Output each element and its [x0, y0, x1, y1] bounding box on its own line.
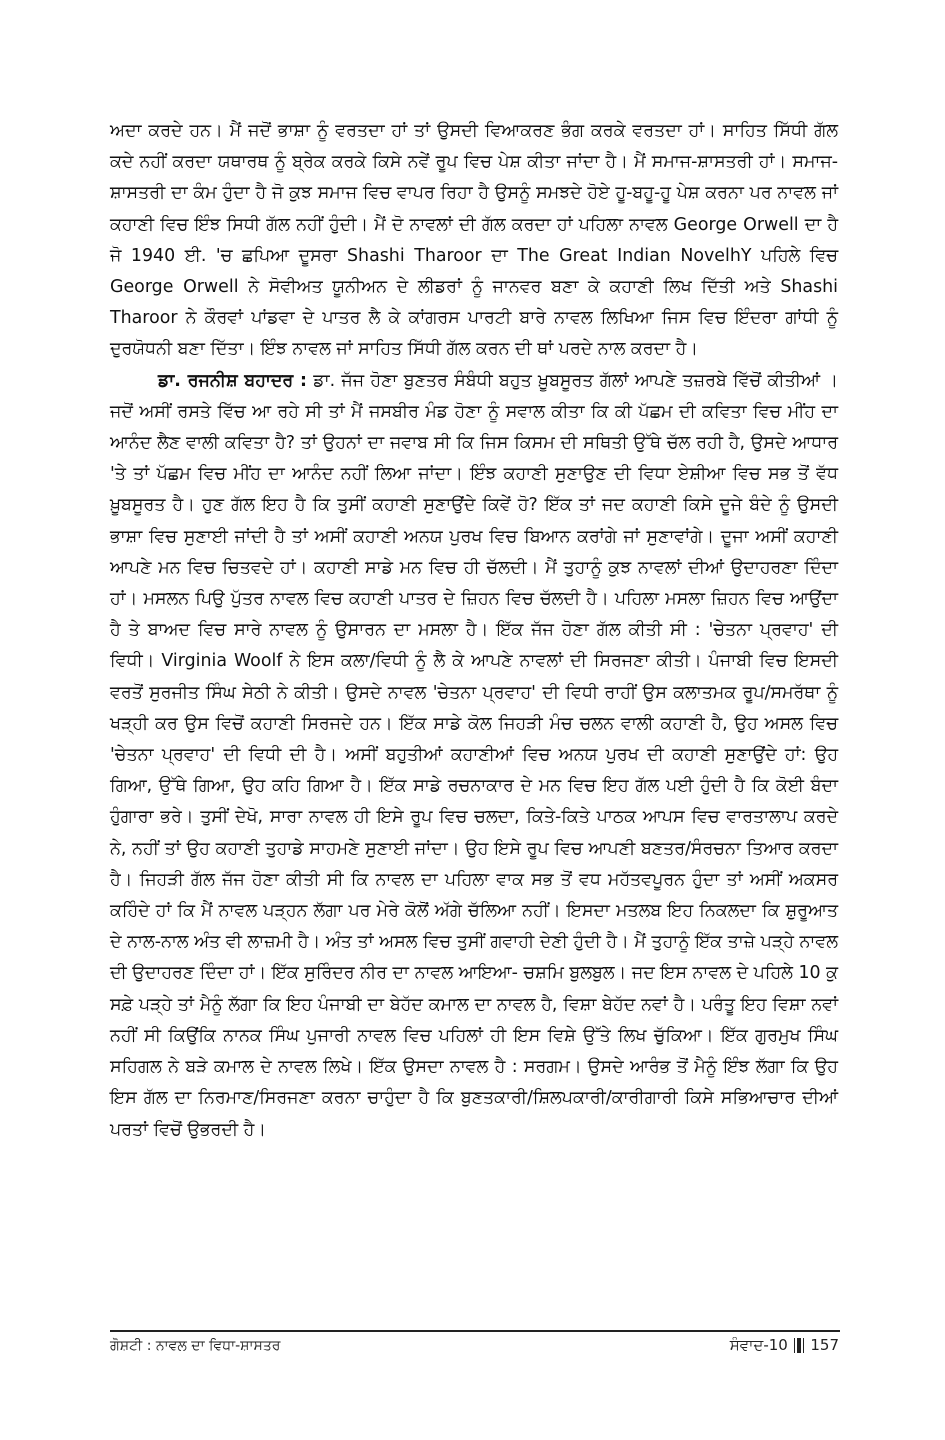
running-footer-title: ਗੋਸ਼ਟੀ : ਨਾਵਲ ਦਾ ਵਿਧਾ-ਸ਼ਾਸਤਰ — [110, 1338, 281, 1354]
body-text — [110, 116, 838, 1146]
journal-name: ਸੰਵਾਦ-10 — [729, 1336, 788, 1354]
footer-page-info — [730, 1336, 839, 1354]
paragraph-continued: ਅਦਾ ਕਰਦੇ ਹਨ। ਮੈਂ ਜਦੋਂ ਭਾਸ਼ਾ ਨੂੰ ਵਰਤਦਾ ਹਾਂ ਤਾਂ ਉਸਦੀ ਵਿਆਕਰਣ ਭੰਗ ਕਰਕੇ ਵਰਤਦਾ ਹਾਂ। ਸਾਹਿਤ ਸਿੱਧੀ ਗੱਲ ਕਦੇ ਨਹੀਂ ਕਰਦਾ ਯਥਾਰਥ ਨੂੰ ਬ੍ਰੇਕ ਕਰਕੇ ਕਿਸੇ ਨਵੇਂ ਰੂਪ ਵਿਚ ਪੇਸ਼ ਕੀਤਾ ਜਾਂਦਾ ਹੈ। ਮੈਂ ਸਮਾਜ-ਸ਼ਾਸਤਰੀ ਹਾਂ। ਸਮਾਜ-ਸ਼ਾਸਤਰੀ ਦਾ ਕੰਮ ਹੁੰਦਾ ਹੈ ਜੋ ਕੁਝ ਸਮਾਜ ਵਿਚ ਵਾਪਰ ਰਿਹਾ ਹੈ ਉਸਨੂੰ ਸਮਝਦੇ ਹੋਏ ਹੂ-ਬਹੂ-ਹੂ ਪੇਸ਼ ਕਰਨਾ ਪਰ ਨਾਵਲ ਜਾਂ ਕਹਾਣੀ ਵਿਚ ਇੰਝ ਸਿਧੀ ਗੱਲ ਨਹੀਂ ਹੁੰਦੀ। ਮੈਂ ਦੋ ਨਾਵਲਾਂ ਦੀ ਗੱਲ ਕਰਦਾ ਹਾਂ ਪਹਿਲਾ ਨਾਵਲ George Orwell ਦਾ ਹੈ ਜੋ 1940 ਈ. 'ਚ ਛਪਿਆ ਦੂਸਰਾ Shashi Tharoor ਦਾ The Great Indian NovelhY ਪਹਿਲੇ ਵਿਚ George Orwell ਨੇ ਸੋਵੀਅਤ ਯੂਨੀਅਨ ਦੇ ਲੀਡਰਾਂ ਨੂੰ ਜਾਨਵਰ ਬਣਾ ਕੇ ਕਹਾਣੀ ਲਿਖ ਦਿੱਤੀ ਅਤੇ Shashi Tharoor ਨੇ ਕੌਰਵਾਂ ਪਾਂਡਵਾ ਦੇ ਪਾਤਰ ਲੈ ਕੇ ਕਾਂਗਰਸ ਪਾਰਟੀ ਬਾਰੇ ਨਾਵਲ ਲਿਖਿਆ ਜਿਸ ਵਿਚ ਇੰਦਰਾ ਗਾਂਧੀ ਨੂੰ ਦੁਰਯੋਧਨੀ ਬਣਾ ਦਿੱਤਾ। ਇੰਝ ਨਾਵਲ ਜਾਂ ਸਾਹਿਤ ਸਿੱਧੀ ਗੱਲ ਕਰਨ ਦੀ ਥਾਂ ਪਰਦੇ ਨਾਲ ਕਰਦਾ ਹੈ। — [110, 121, 838, 360]
footer-rule — [110, 1330, 840, 1332]
separator-bars-icon — [794, 1337, 805, 1353]
page-number: 157 — [810, 1336, 839, 1354]
speaker-name: ਡਾ. ਰਜਨੀਸ਼ ਬਹਾਦਰ : — [158, 370, 307, 391]
paragraph-speaker — [110, 366, 838, 1146]
speaker-text: ਡਾ. ਜੱਜ ਹੋਣਾ ਬੁਣਤਰ ਸੰਬੰਧੀ ਬਹੁਤ ਖ਼ੂਬਸੂਰਤ ਗੱਲਾਂ ਆਪਣੇ ਤਜ਼ਰਬੇ ਵਿੱਚੋਂ ਕੀਤੀਆਂ । ਜਦੋਂ ਅਸੀਂ ਰਸਤੇ ਵਿੱਚ ਆ ਰਹੇ ਸੀ ਤਾਂ ਮੈਂ ਜਸਬੀਰ ਮੰਡ ਹੋਣਾ ਨੂੰ ਸਵਾਲ ਕੀਤਾ ਕਿ ਕੀ ਪੱਛਮ ਦੀ ਕਵਿਤਾ ਵਿਚ ਮੀਂਹ ਦਾ ਆਨੰਦ ਲੈਣ ਵਾਲੀ ਕਵਿਤਾ ਹੈ? ਤਾਂ ਉਹਨਾਂ ਦਾ ਜਵਾਬ ਸੀ ਕਿ ਜਿਸ ਕਿਸਮ ਦੀ ਸਥਿਤੀ ਉੱਥੇ ਚੱਲ ਰਹੀ ਹੈ, ਉਸਦੇ ਆਧਾਰ 'ਤੇ ਤਾਂ ਪੱਛਮ ਵਿਚ ਮੀਂਹ ਦਾ ਆਨੰਦ ਨਹੀਂ ਲਿਆ ਜਾਂਦਾ। ਇੰਝ ਕਹਾਣੀ ਸੁਣਾਉਣ ਦੀ ਵਿਧਾ ਏਸ਼ੀਆ ਵਿਚ ਸਭ ਤੋਂ ਵੱਧ ਖ਼ੂਬਸੂਰਤ ਹੈ। ਹੁਣ ਗੱਲ ਇਹ ਹੈ ਕਿ ਤੁਸੀਂ ਕਹਾਣੀ ਸੁਣਾਉਂਦੇ ਕਿਵੇਂ ਹੋ? ਇੱਕ ਤਾਂ ਜਦ ਕਹਾਣੀ ਕਿਸੇ ਦੂਜੇ ਬੰਦੇ ਨੂੰ ਉਸਦੀ ਭਾਸ਼ਾ ਵਿਚ ਸੁਣਾਈ ਜਾਂਦੀ ਹੈ ਤਾਂ ਅਸੀਂ ਕਹਾਣੀ ਅਨਯ ਪੁਰਖ ਵਿਚ ਬਿਆਨ ਕਰਾਂਗੇ ਜਾਂ ਸੁਣਾਵਾਂਗੇ। ਦੂਜਾ ਅਸੀਂ ਕਹਾਣੀ ਆਪਣੇ ਮਨ ਵਿਚ ਚਿਤਵਦੇ ਹਾਂ। ਕਹਾਣੀ ਸਾਡੇ ਮਨ ਵਿਚ ਹੀ ਚੱਲਦੀ। ਮੈਂ ਤੁਹਾਨੂੰ ਕੁਝ ਨਾਵਲਾਂ ਦੀਆਂ ਉਦਾਹਰਣਾ ਦਿੰਦਾ ਹਾਂ। ਮਸਲਨ ਪਿਉ ਪੁੱਤਰ ਨਾਵਲ ਵਿਚ ਕਹਾਣੀ ਪਾਤਰ ਦੇ ਜ਼ਿਹਨ ਵਿਚ ਚੱਲਦੀ ਹੈ। ਪਹਿਲਾ ਮਸਲਾ ਜ਼ਿਹਨ ਵਿਚ ਆਉਂਦਾ ਹੈ ਤੇ ਬਾਅਦ ਵਿਚ ਸਾਰੇ ਨਾਵਲ ਨੂੰ ਉਸਾਰਨ ਦਾ ਮਸਲਾ ਹੈ। ਇੱਕ ਜੱਜ ਹੋਣਾ ਗੱਲ ਕੀਤੀ ਸੀ : 'ਚੇਤਨਾ ਪ੍ਰਵਾਹ' ਦੀ ਵਿਧੀ। Virginia Woolf ਨੇ ਇਸ ਕਲਾ/ਵਿਧੀ ਨੂੰ ਲੈ ਕੇ ਆਪਣੇ ਨਾਵਲਾਂ ਦੀ ਸਿਰਜਣਾ ਕੀਤੀ। ਪੰਜਾਬੀ ਵਿਚ ਇਸਦੀ ਵਰਤੋਂ ਸੁਰਜੀਤ ਸਿੰਘ ਸੇਠੀ ਨੇ ਕੀਤੀ। ਉਸਦੇ ਨਾਵਲ 'ਚੇਤਨਾ ਪ੍ਰਵਾਹ' ਦੀ ਵਿਧੀ ਰਾਹੀਂ ਉਸ ਕਲਾਤਮਕ ਰੂਪ/ਸਮਰੱਥਾ ਨੂੰ ਖੜ੍ਹੀ ਕਰ ਉਸ ਵਿਚੋਂ ਕਹਾਣੀ ਸਿਰਜਦੇ ਹਨ। ਇੱਕ ਸਾਡੇ ਕੋਲ ਜਿਹੜੀ ਮੰਚ ਚਲਨ ਵਾਲੀ ਕਹਾਣੀ ਹੈ, ਉਹ ਅਸਲ ਵਿਚ 'ਚੇਤਨਾ ਪ੍ਰਵਾਹ' ਦੀ ਵਿਧੀ ਦੀ ਹੈ। ਅਸੀਂ ਬਹੁਤੀਆਂ ਕਹਾਣੀਆਂ ਵਿਚ ਅਨਯ ਪੁਰਖ ਦੀ ਕਹਾਣੀ ਸੁਣਾਉਂਦੇ ਹਾਂ: ਉਹ ਗਿਆ, ਉੱਥੇ ਗਿਆ, ਉਹ ਕਹਿ ਗਿਆ ਹੈ। ਇੱਕ ਸਾਡੇ ਰਚਨਾਕਾਰ ਦੇ ਮਨ ਵਿਚ ਇਹ ਗੱਲ ਪਈ ਹੁੰਦੀ ਹੈ ਕਿ ਕੋਈ ਬੰਦਾ ਹੁੰਗਾਰਾ ਭਰੇ। ਤੁਸੀਂ ਦੇਖੋ, ਸਾਰਾ ਨਾਵਲ ਹੀ ਇਸੇ ਰੂਪ ਵਿਚ ਚਲਦਾ, ਕਿਤੇ-ਕਿਤੇ ਪਾਠਕ ਆਪਸ ਵਿਚ ਵਾਰਤਾਲਾਪ ਕਰਦੇ ਨੇ, ਨਹੀਂ ਤਾਂ ਉਹ ਕਹਾਣੀ ਤੁਹਾਡੇ ਸਾਹਮਣੇ ਸੁਣਾਈ ਜਾਂਦਾ। ਉਹ ਇਸੇ ਰੂਪ ਵਿਚ ਆਪਣੀ ਬਣਤਰ/ਸੰਰਚਨਾ ਤਿਆਰ ਕਰਦਾ ਹੈ। ਜਿਹੜੀ ਗੱਲ ਜੱਜ ਹੋਣਾ ਕੀਤੀ ਸੀ ਕਿ ਨਾਵਲ ਦਾ ਪਹਿਲਾ ਵਾਕ ਸਭ ਤੋਂ ਵਧ ਮਹੱਤਵਪੂਰਨ ਹੁੰਦਾ ਤਾਂ ਅਸੀਂ ਅਕਸਰ ਕਹਿੰਦੇ ਹਾਂ ਕਿ ਮੈਂ ਨਾਵਲ ਪੜ੍ਹਨ ਲੱਗਾ ਪਰ ਮੇਰੇ ਕੋਲੋਂ ਅੱਗੇ ਚੱਲਿਆ ਨਹੀਂ। ਇਸਦਾ ਮਤਲਬ ਇਹ ਨਿਕਲਦਾ ਕਿ ਸ਼ੁਰੂਆਤ ਦੇ ਨਾਲ-ਨਾਲ ਅੰਤ ਵੀ ਲਾਜ਼ਮੀ ਹੈ। ਅੰਤ ਤਾਂ ਅਸਲ ਵਿਚ ਤੁਸੀਂ ਗਵਾਹੀ ਦੇਣੀ ਹੁੰਦੀ ਹੈ। ਮੈਂ ਤੁਹਾਨੂੰ ਇੱਕ ਤਾਜ਼ੇ ਪੜ੍ਹੇ ਨਾਵਲ ਦੀ ਉਦਾਹਰਣ ਦਿੰਦਾ ਹਾਂ। ਇੱਕ ਸੁਰਿੰਦਰ ਨੀਰ ਦਾ ਨਾਵਲ ਆਇਆ- ਚਸ਼ਮਿ ਬੁਲਬੁਲ। ਜਦ ਇਸ ਨਾਵਲ ਦੇ ਪਹਿਲੇ 10 ਕੁ ਸਫ਼ੇ ਪੜ੍ਹੇ ਤਾਂ ਮੈਨੂੰ ਲੱਗਾ ਕਿ ਇਹ ਪੰਜਾਬੀ ਦਾ ਬੇਹੱਦ ਕਮਾਲ ਦਾ ਨਾਵਲ ਹੈ, ਵਿਸ਼ਾ ਬੇਹੱਦ ਨਵਾਂ ਹੈ। ਪਰੰਤੂ ਇਹ ਵਿਸ਼ਾ ਨਵਾਂ ਨਹੀਂ ਸੀ ਕਿਉਂਕਿ ਨਾਨਕ ਸਿੰਘ ਪੁਜਾਰੀ ਨਾਵਲ ਵਿਚ ਪਹਿਲਾਂ ਹੀ ਇਸ ਵਿਸ਼ੇ ਉੱਤੇ ਲਿਖ ਚੁੱਕਿਆ। ਇੱਕ ਗੁਰਮੁਖ ਸਿੰਘ ਸਹਿਗਲ ਨੇ ਬੜੇ ਕਮਾਲ ਦੇ ਨਾਵਲ ਲਿਖੇ। ਇੱਕ ਉਸਦਾ ਨਾਵਲ ਹੈ : ਸਰਗਮ। ਉਸਦੇ ਆਰੰਭ ਤੋਂ ਮੈਨੂੰ ਇੰਝ ਲੱਗਾ ਕਿ ਉਹ ਇਸ ਗੱਲ ਦਾ ਨਿਰਮਾਣ/ਸਿਰਜਣਾ ਕਰਨਾ ਚਾਹੁੰਦਾ ਹੈ ਕਿ ਬੁਣਤਕਾਰੀ/ਸ਼ਿਲਪਕਾਰੀ/ਕਾਰੀਗਾਰੀ ਕਿਸੇ ਸਭਿਆਚਾਰ ਦੀਆਂ ਪਰਤਾਂ ਵਿਚੋਂ ਉਭਰਦੀ ਹੈ। — [110, 370, 839, 1140]
